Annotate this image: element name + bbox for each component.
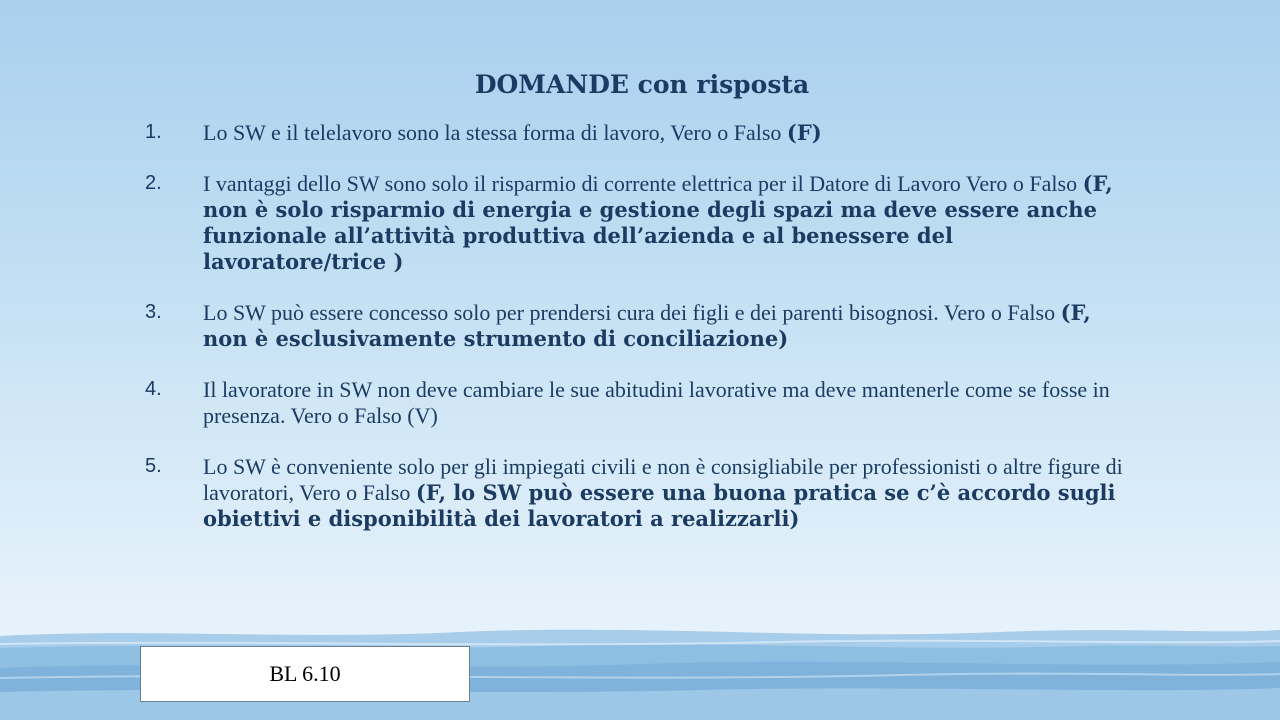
question-item xyxy=(140,120,1140,146)
question-number: 4. xyxy=(145,378,162,400)
question-item xyxy=(140,171,1140,275)
question-text: Lo SW e il telelavoro sono la stessa forma di lavoro, Vero o Falso xyxy=(203,120,787,145)
question-answer: (F, lo SW può essere una buona pratica se c’è accordo sugli obiettivi e disponibilità dei lavoratori a realizzarli) xyxy=(203,480,1116,531)
question-number: 1. xyxy=(145,121,162,143)
question-answer: (F) xyxy=(786,120,822,145)
question-text: Il lavoratore in SW non deve cambiare le sue abitudini lavorative ma deve mantenerle come se fosse in presenza. Vero o Falso (V) xyxy=(203,377,1110,428)
slide-code-label: BL 6.10 xyxy=(140,646,470,702)
question-text: Lo SW può essere concesso solo per prendersi cura dei figli e dei parenti bisognosi. Vero o Falso xyxy=(203,300,1061,325)
question-number: 3. xyxy=(145,301,162,323)
question-answer: (F, non è solo risparmio di energia e gestione degli spazi ma deve essere anche funzionale all’attività produttiva dell’azienda e al benessere del lavoratore/trice ) xyxy=(203,171,1113,274)
question-item xyxy=(140,300,1140,352)
question-number: 5. xyxy=(145,455,162,477)
slide-title: DOMANDE con risposta xyxy=(474,70,810,99)
question-text: Lo SW è conveniente solo per gli impiegati civili e non è consigliabile per professionisti o altre figure di lavoratori, Vero o Falso xyxy=(203,454,1123,505)
question-item xyxy=(140,454,1140,532)
question-number: 2. xyxy=(145,172,162,194)
question-list xyxy=(140,120,1140,532)
question-item xyxy=(140,377,1140,429)
question-answer: (F, non è esclusivamente strumento di conciliazione) xyxy=(203,300,1091,351)
question-text: I vantaggi dello SW sono solo il risparmio di corrente elettrica per il Datore di Lavoro Vero o Falso xyxy=(203,171,1083,196)
